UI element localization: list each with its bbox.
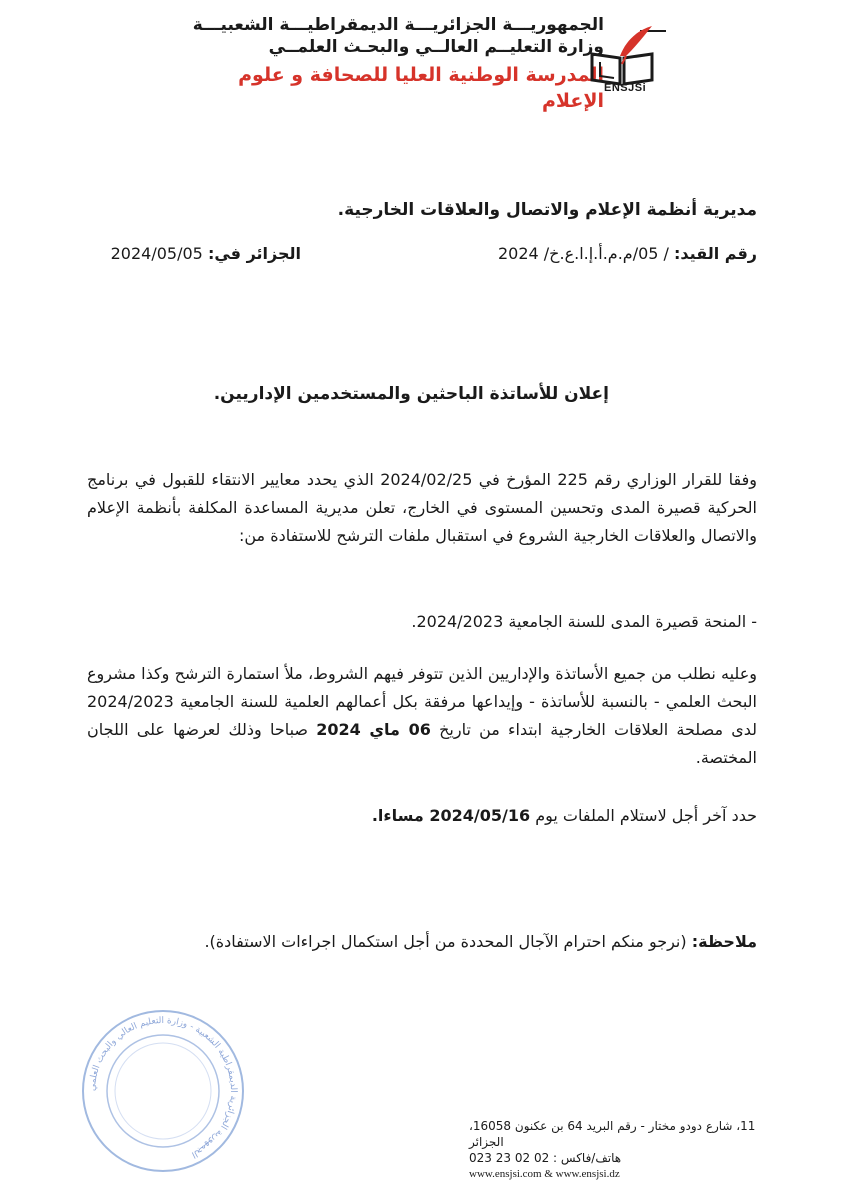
reference-label: رقم القيد: bbox=[674, 244, 757, 263]
date-label: الجزائر في: bbox=[207, 244, 301, 263]
paragraph-intro: وفقا للقرار الوزاري رقم 225 المؤرخ في 2024/02/25 الذي يحدد معايير الانتقاء للقبول في برنامج الحركية قصيرة المدى وتحسين المستوى في الخارج، تعلن مديرية المساعدة المكلفة بأنظمة الإعلام والاتصال والعلاقات الخارجية الشروع في استقبال ملفات الترشح للاستفادة من: bbox=[87, 470, 758, 545]
school-name: المدرسة الوطنية العليا للصحافة و علوم الإعلام bbox=[238, 64, 604, 112]
deadline-date: 2024/05/16 مساءا. bbox=[371, 806, 531, 825]
request-text: وعليه نطلب من جميع الأساتذة والإداريين الذين تتوفر فيهم الشروط، ملأ استمارة الترشح وكذا مشروع البحث العلمي - بالنسبة للأساتذة - وإيداعها مرفقة بكل أعمالهم العلمية للسنة الجامعية 2024/2023 لدى مصلحة العلاقات الخارجية ابتداء من تاريخ bbox=[87, 664, 757, 739]
footer-phone: هاتف/فاكس : 02 02 23 023 bbox=[469, 1151, 622, 1165]
republic-name: الجمهوريـــة الجزائريـــة الديمقراطيـــة الشعبيـــة bbox=[192, 15, 604, 35]
deadline-line bbox=[87, 802, 757, 830]
request-closing: صباحا وذلك لعرضها على اللجان المختصة. bbox=[87, 720, 757, 767]
start-date: 06 ماي 2024 bbox=[316, 720, 431, 739]
reference-number bbox=[498, 244, 757, 263]
directorate-line: مديرية أنظمة الإعلام والاتصال والعلاقات الخارجية. bbox=[337, 200, 757, 220]
stamp-text: الجمهورية الجزائرية الديمقراطية الشعبية - وزارة التعليم العالي والبحث العلمي bbox=[87, 1015, 239, 1160]
note-text: (نرجو منكم احترام الآجال المحددة من أجل استكمال اجراءات الاستفادة). bbox=[204, 932, 687, 951]
note bbox=[204, 932, 757, 951]
footer-contact bbox=[469, 1118, 789, 1182]
issue-date bbox=[111, 244, 301, 263]
announcement-title: إعلان للأساتذة الباحثين والمستخدمين الإداريين. bbox=[213, 384, 609, 404]
ministry-name: وزارة التعليــم العالــي والبحـث العلمــي bbox=[268, 37, 604, 57]
institution-header bbox=[184, 14, 604, 114]
svg-text:الجمهورية الجزائرية الديمقراطي bbox=[88, 1016, 238, 1159]
paragraph-grant: - المنحة قصيرة المدى للسنة الجامعية 2024/2023. bbox=[411, 612, 757, 631]
reference-value: / 05/م.م.أ.إ.ا.ع.خ/ 2024 bbox=[497, 244, 669, 263]
note-label: ملاحظة: bbox=[691, 932, 757, 951]
official-stamp-icon bbox=[78, 1006, 248, 1176]
footer-website[interactable]: www.ensjsi.com & www.ensjsi.dz bbox=[469, 1168, 620, 1180]
date-value: 2024/05/05 bbox=[110, 244, 203, 263]
deadline-text: حدد آخر أجل لاستلام الملفات يوم bbox=[535, 806, 757, 825]
paragraph-request bbox=[87, 660, 757, 772]
logo-caption: ENSJSi bbox=[604, 82, 647, 94]
footer-address: 11، شارع دودو مختار - رقم البريد 64 بن عكنون 16058، الجزائر bbox=[469, 1119, 756, 1149]
